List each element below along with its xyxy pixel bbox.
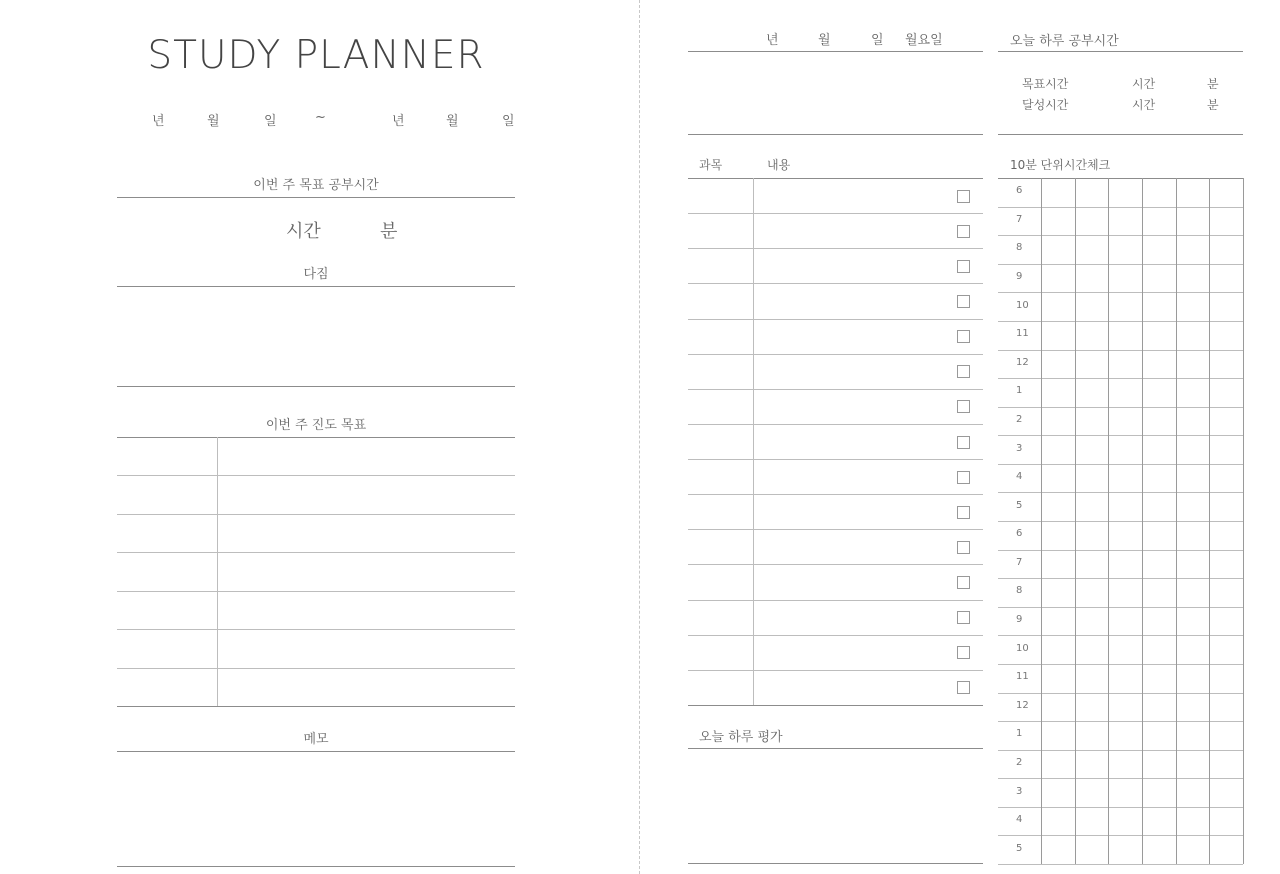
task-row[interactable] — [688, 564, 983, 599]
time-cell[interactable] — [1142, 350, 1176, 379]
time-cell[interactable] — [1142, 321, 1176, 350]
time-cell[interactable] — [1209, 550, 1243, 579]
time-cell[interactable] — [1142, 492, 1176, 521]
time-cell[interactable] — [1142, 521, 1176, 550]
time-cell[interactable] — [1041, 378, 1075, 407]
task-row-rule — [688, 283, 983, 284]
time-cell[interactable] — [1075, 607, 1109, 636]
hour-label: 12 — [1016, 356, 1029, 368]
hour-label: 4 — [1016, 814, 1023, 826]
task-row[interactable] — [688, 319, 983, 354]
time-cell[interactable] — [1108, 464, 1142, 493]
time-cell[interactable] — [1108, 550, 1142, 579]
time-cell[interactable] — [1075, 378, 1109, 407]
weekly-goal-time-rule — [117, 197, 515, 198]
hour-label: 4 — [1016, 471, 1023, 483]
time-cell[interactable] — [1075, 635, 1109, 664]
task-checkbox[interactable] — [957, 225, 970, 238]
time-cell[interactable] — [1209, 721, 1243, 750]
hour-label: 7 — [1016, 556, 1023, 568]
time-column-rule — [1142, 178, 1143, 864]
task-checkbox[interactable] — [957, 330, 970, 343]
progress-goal-column-divider — [217, 437, 218, 706]
hour-label: 7 — [1016, 213, 1023, 225]
evaluation-label: 오늘 하루 평가 — [699, 730, 783, 745]
time-cell[interactable] — [1108, 721, 1142, 750]
task-row[interactable] — [688, 529, 983, 564]
time-column-rule — [1075, 178, 1076, 864]
time-cell[interactable] — [1108, 435, 1142, 464]
time-cell[interactable] — [1209, 207, 1243, 236]
time-column-rule — [1243, 178, 1244, 864]
daily-note-bottom-rule — [688, 134, 983, 135]
target-hours-unit: 시간 — [1132, 77, 1156, 91]
time-cell[interactable] — [1075, 492, 1109, 521]
date-header-rule — [688, 51, 983, 52]
task-row[interactable] — [688, 600, 983, 635]
time-cell[interactable] — [1041, 407, 1075, 436]
achieved-minutes-unit: 분 — [1207, 98, 1219, 112]
resolution-area[interactable] — [117, 288, 515, 386]
progress-goal-row-rule — [117, 668, 515, 669]
task-row-rule — [688, 319, 983, 320]
start-day-label: 일 — [264, 114, 277, 129]
time-cell[interactable] — [1075, 578, 1109, 607]
time-cell[interactable] — [1209, 521, 1243, 550]
time-cell[interactable] — [1142, 693, 1176, 722]
hour-label: 5 — [1016, 842, 1023, 854]
range-tilde: ~ — [315, 110, 326, 125]
start-year-label: 년 — [152, 114, 165, 129]
hour-label: 9 — [1016, 271, 1023, 283]
evaluation-bottom-rule — [688, 863, 983, 864]
task-row[interactable] — [688, 354, 983, 389]
time-cell[interactable] — [1108, 178, 1142, 207]
task-row-rule — [688, 354, 983, 355]
time-cell[interactable] — [1075, 835, 1109, 864]
time-cell[interactable] — [1209, 807, 1243, 836]
time-cell[interactable] — [1108, 521, 1142, 550]
time-cell[interactable] — [1142, 264, 1176, 293]
resolution-bottom-rule — [117, 386, 515, 387]
progress-goal-row-rule — [117, 629, 515, 630]
time-cell[interactable] — [1075, 178, 1109, 207]
time-cell[interactable] — [1209, 435, 1243, 464]
time-cell[interactable] — [1176, 321, 1210, 350]
time-cell[interactable] — [1176, 178, 1210, 207]
hour-label: 11 — [1016, 328, 1029, 340]
time-cell[interactable] — [1075, 664, 1109, 693]
time-cell[interactable] — [1041, 550, 1075, 579]
time-cell[interactable] — [1108, 750, 1142, 779]
task-row[interactable] — [688, 178, 983, 213]
time-cell[interactable] — [1176, 635, 1210, 664]
planner-title: STUDY PLANNER — [147, 33, 485, 78]
daily-note-area[interactable] — [688, 53, 983, 133]
time-cell[interactable] — [1142, 664, 1176, 693]
time-column-rule — [1041, 178, 1042, 864]
progress-goal-bottom-rule — [117, 706, 515, 707]
time-cell[interactable] — [1142, 721, 1176, 750]
task-row-rule — [688, 213, 983, 214]
time-cell[interactable] — [1209, 835, 1243, 864]
time-cell[interactable] — [1041, 207, 1075, 236]
task-row[interactable] — [688, 389, 983, 424]
progress-goal-row[interactable] — [117, 475, 515, 513]
task-row-rule — [688, 670, 983, 671]
time-column-rule — [1209, 178, 1210, 864]
hour-label: 8 — [1016, 585, 1023, 597]
time-cell[interactable] — [1142, 407, 1176, 436]
evaluation-area[interactable] — [688, 750, 983, 860]
time-cell[interactable] — [1108, 492, 1142, 521]
task-row[interactable] — [688, 670, 983, 705]
time-cell[interactable] — [1108, 635, 1142, 664]
time-cell[interactable] — [1108, 664, 1142, 693]
time-cell[interactable] — [1209, 664, 1243, 693]
time-cell[interactable] — [1041, 235, 1075, 264]
time-cell[interactable] — [1176, 721, 1210, 750]
task-row-rule — [688, 635, 983, 636]
date-year-label: 년 — [766, 33, 779, 48]
time-cell[interactable] — [1108, 807, 1142, 836]
weekly-goal-time-label: 이번 주 목표 공부시간 — [253, 178, 379, 193]
time-cell[interactable] — [1142, 378, 1176, 407]
study-time-label: 오늘 하루 공부시간 — [1010, 34, 1119, 49]
time-cell[interactable] — [1209, 492, 1243, 521]
end-day-label: 일 — [502, 114, 515, 129]
time-cell[interactable] — [1176, 521, 1210, 550]
time-cell[interactable] — [1075, 235, 1109, 264]
time-cell[interactable] — [1075, 550, 1109, 579]
time-cell[interactable] — [1176, 550, 1210, 579]
time-cell[interactable] — [1108, 350, 1142, 379]
time-cell[interactable] — [1209, 264, 1243, 293]
time-cell[interactable] — [1075, 750, 1109, 779]
time-cell[interactable] — [1142, 435, 1176, 464]
time-cell[interactable] — [1108, 778, 1142, 807]
task-checkbox[interactable] — [957, 611, 970, 624]
hour-label: 3 — [1016, 785, 1023, 797]
time-cell[interactable] — [1041, 664, 1075, 693]
time-cell[interactable] — [1176, 207, 1210, 236]
time-cell[interactable] — [1209, 407, 1243, 436]
time-cell[interactable] — [1041, 321, 1075, 350]
time-cell[interactable] — [1142, 292, 1176, 321]
time-cell[interactable] — [1108, 607, 1142, 636]
resolution-top-rule — [117, 286, 515, 287]
time-cell[interactable] — [1209, 778, 1243, 807]
time-cell[interactable] — [1209, 178, 1243, 207]
time-cell[interactable] — [1041, 578, 1075, 607]
hour-label: 8 — [1016, 242, 1023, 254]
time-column-rule — [1108, 178, 1109, 864]
time-cell[interactable] — [1041, 350, 1075, 379]
progress-goal-row-rule — [117, 591, 515, 592]
task-row[interactable] — [688, 248, 983, 283]
time-cell[interactable] — [1041, 693, 1075, 722]
task-row-rule — [688, 424, 983, 425]
evaluation-top-rule — [688, 748, 983, 749]
task-table-bottom-rule — [688, 705, 983, 706]
weekly-minutes-unit: 분 — [380, 221, 398, 242]
time-cell[interactable] — [1176, 464, 1210, 493]
time-cell[interactable] — [1176, 578, 1210, 607]
hour-label: 3 — [1016, 442, 1023, 454]
study-time-bottom-rule — [998, 134, 1243, 135]
time-cell[interactable] — [1142, 635, 1176, 664]
time-cell[interactable] — [1041, 178, 1075, 207]
time-cell[interactable] — [1209, 321, 1243, 350]
content-column-header: 내용 — [767, 158, 791, 172]
time-cell[interactable] — [1041, 264, 1075, 293]
time-check-label: 10분 단위시간체크 — [1010, 158, 1111, 172]
hour-label: 11 — [1016, 671, 1029, 683]
task-checkbox[interactable] — [957, 400, 970, 413]
hour-label: 1 — [1016, 385, 1023, 397]
achieved-time-label: 달성시간 — [1022, 98, 1069, 112]
hour-label: 5 — [1016, 499, 1023, 511]
progress-goal-row-rule — [117, 552, 515, 553]
time-cell[interactable] — [1176, 235, 1210, 264]
task-checkbox[interactable] — [957, 295, 970, 308]
hour-label: 6 — [1016, 185, 1023, 197]
progress-goal-row[interactable] — [117, 629, 515, 667]
task-row-rule — [688, 494, 983, 495]
task-row[interactable] — [688, 213, 983, 248]
time-cell[interactable] — [1176, 693, 1210, 722]
time-cell[interactable] — [1075, 807, 1109, 836]
time-row-rule — [998, 864, 1243, 865]
time-cell[interactable] — [1142, 750, 1176, 779]
time-cell[interactable] — [1142, 235, 1176, 264]
hour-label: 12 — [1016, 699, 1029, 711]
time-cell[interactable] — [1176, 835, 1210, 864]
time-cell[interactable] — [1041, 607, 1075, 636]
task-row[interactable] — [688, 635, 983, 670]
end-month-label: 월 — [446, 114, 459, 129]
time-cell[interactable] — [1041, 750, 1075, 779]
time-cell[interactable] — [1041, 635, 1075, 664]
task-row[interactable] — [688, 283, 983, 318]
time-cell[interactable] — [1209, 750, 1243, 779]
time-column-rule — [1176, 178, 1177, 864]
task-checkbox[interactable] — [957, 365, 970, 378]
task-row-rule — [688, 600, 983, 601]
time-cell[interactable] — [1041, 778, 1075, 807]
hour-label: 6 — [1016, 528, 1023, 540]
time-cell[interactable] — [1176, 350, 1210, 379]
resolution-label: 다짐 — [303, 267, 329, 282]
hour-label: 2 — [1016, 413, 1023, 425]
time-cell[interactable] — [1108, 292, 1142, 321]
time-cell[interactable] — [1176, 435, 1210, 464]
date-day-label: 일 — [871, 33, 884, 48]
time-cell[interactable] — [1176, 607, 1210, 636]
time-cell[interactable] — [1176, 407, 1210, 436]
time-cell[interactable] — [1041, 721, 1075, 750]
task-checkbox[interactable] — [957, 541, 970, 554]
time-cell[interactable] — [1142, 207, 1176, 236]
time-cell[interactable] — [1108, 207, 1142, 236]
time-cell[interactable] — [1142, 778, 1176, 807]
weekly-hours-unit: 시간 — [286, 221, 321, 242]
start-month-label: 월 — [207, 114, 220, 129]
time-cell[interactable] — [1075, 350, 1109, 379]
time-cell[interactable] — [1075, 521, 1109, 550]
time-cell[interactable] — [1108, 378, 1142, 407]
target-minutes-unit: 분 — [1207, 77, 1219, 91]
time-cell[interactable] — [1209, 235, 1243, 264]
progress-goal-row-rule — [117, 514, 515, 515]
time-cell[interactable] — [1108, 835, 1142, 864]
progress-goal-row[interactable] — [117, 552, 515, 590]
time-cell[interactable] — [1041, 835, 1075, 864]
end-year-label: 년 — [392, 114, 405, 129]
task-checkbox[interactable] — [957, 260, 970, 273]
time-cell[interactable] — [1041, 521, 1075, 550]
study-time-rule — [998, 51, 1243, 52]
memo-label: 메모 — [303, 732, 329, 747]
task-row-rule — [688, 529, 983, 530]
time-cell[interactable] — [1176, 378, 1210, 407]
memo-bottom-rule — [117, 866, 515, 867]
page-fold-divider — [639, 0, 640, 874]
time-cell[interactable] — [1176, 492, 1210, 521]
progress-goal-row[interactable] — [117, 437, 515, 475]
time-cell[interactable] — [1041, 292, 1075, 321]
progress-goal-label: 이번 주 진도 목표 — [265, 418, 367, 433]
time-cell[interactable] — [1176, 664, 1210, 693]
time-cell[interactable] — [1176, 807, 1210, 836]
time-cell[interactable] — [1209, 292, 1243, 321]
hour-label: 10 — [1016, 642, 1029, 654]
time-cell[interactable] — [1075, 292, 1109, 321]
time-cell[interactable] — [1209, 693, 1243, 722]
task-checkbox[interactable] — [957, 576, 970, 589]
task-checkbox[interactable] — [957, 506, 970, 519]
time-cell[interactable] — [1176, 292, 1210, 321]
time-cell[interactable] — [1075, 464, 1109, 493]
time-cell[interactable] — [1108, 235, 1142, 264]
hour-label: 10 — [1016, 299, 1029, 311]
target-time-label: 목표시간 — [1022, 77, 1069, 91]
hour-label: 9 — [1016, 614, 1023, 626]
time-cell[interactable] — [1209, 350, 1243, 379]
time-cell[interactable] — [1176, 778, 1210, 807]
time-cell[interactable] — [1142, 607, 1176, 636]
time-cell[interactable] — [1209, 635, 1243, 664]
progress-goal-row-rule — [117, 475, 515, 476]
time-cell[interactable] — [1075, 778, 1109, 807]
memo-top-rule — [117, 751, 515, 752]
time-cell[interactable] — [1041, 435, 1075, 464]
time-cell[interactable] — [1075, 264, 1109, 293]
progress-goal-row[interactable] — [117, 591, 515, 629]
time-cell[interactable] — [1209, 464, 1243, 493]
progress-goal-row[interactable] — [117, 514, 515, 552]
time-cell[interactable] — [1041, 464, 1075, 493]
time-cell[interactable] — [1176, 264, 1210, 293]
time-cell[interactable] — [1142, 464, 1176, 493]
task-row[interactable] — [688, 494, 983, 529]
task-checkbox[interactable] — [957, 681, 970, 694]
time-cell[interactable] — [1108, 321, 1142, 350]
task-row[interactable] — [688, 459, 983, 494]
time-cell[interactable] — [1108, 578, 1142, 607]
time-cell[interactable] — [1209, 607, 1243, 636]
time-cell[interactable] — [1142, 835, 1176, 864]
time-cell[interactable] — [1075, 207, 1109, 236]
time-cell[interactable] — [1075, 435, 1109, 464]
task-row-rule — [688, 459, 983, 460]
time-cell[interactable] — [1075, 721, 1109, 750]
task-row[interactable] — [688, 424, 983, 459]
task-row-rule — [688, 564, 983, 565]
date-weekday-label: 월요일 — [905, 33, 943, 48]
task-checkbox[interactable] — [957, 190, 970, 203]
task-row-rule — [688, 389, 983, 390]
time-cell[interactable] — [1041, 492, 1075, 521]
memo-area[interactable] — [117, 753, 515, 865]
time-cell[interactable] — [1176, 750, 1210, 779]
hour-label: 1 — [1016, 728, 1023, 740]
task-checkbox[interactable] — [957, 646, 970, 659]
time-cell[interactable] — [1075, 693, 1109, 722]
subject-column-header: 과목 — [699, 158, 723, 172]
time-cell[interactable] — [1108, 693, 1142, 722]
time-cell[interactable] — [1108, 264, 1142, 293]
time-cell[interactable] — [1075, 407, 1109, 436]
task-row-rule — [688, 248, 983, 249]
task-table-column-divider — [753, 178, 754, 705]
time-cell[interactable] — [1142, 178, 1176, 207]
time-cell[interactable] — [1041, 807, 1075, 836]
date-month-label: 월 — [818, 33, 831, 48]
time-cell[interactable] — [1108, 407, 1142, 436]
achieved-hours-unit: 시간 — [1132, 98, 1156, 112]
task-checkbox[interactable] — [957, 436, 970, 449]
time-cell[interactable] — [1209, 378, 1243, 407]
task-checkbox[interactable] — [957, 471, 970, 484]
time-cell[interactable] — [1142, 550, 1176, 579]
progress-goal-row[interactable] — [117, 668, 515, 706]
time-cell[interactable] — [1209, 578, 1243, 607]
time-cell[interactable] — [1075, 321, 1109, 350]
time-cell[interactable] — [1142, 578, 1176, 607]
hour-label: 2 — [1016, 756, 1023, 768]
time-cell[interactable] — [1142, 807, 1176, 836]
